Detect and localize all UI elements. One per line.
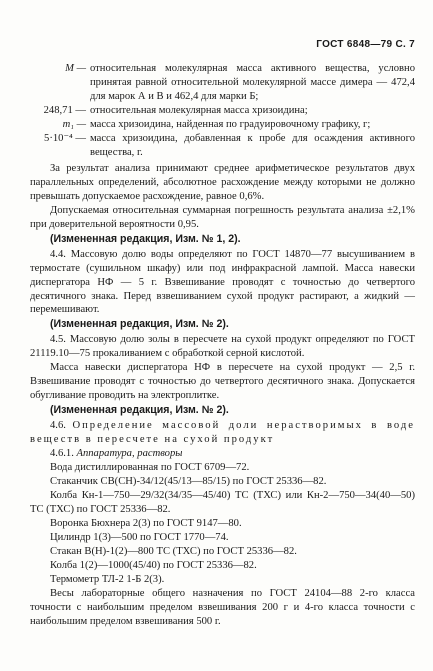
apparatus-item: Вода дистиллированная по ГОСТ 6709—72. <box>50 462 250 474</box>
section-4-6-heading <box>30 419 415 447</box>
amendment-note: (Измененная редакция, Изм. № 1, 2). <box>50 232 241 245</box>
page-header: ГОСТ 6848—79 С. 7 <box>316 39 415 50</box>
paragraph-result: За результат анализа принимают среднее арифметическое результатов двух параллельных определений, абсолютное расхождение между которыми не должно превышать допускаемое расхождение, равное 0,6%. <box>30 162 415 202</box>
definition-item <box>30 104 415 118</box>
definition-item <box>30 118 415 132</box>
definition-symbol: M — <box>65 63 86 74</box>
section-4-6-1-heading <box>30 447 415 461</box>
apparatus-item: Колба 1(2)—1000(45/40) по ГОСТ 25336—82. <box>50 559 257 571</box>
paragraph-scales: Весы лабораторные общего назначения по ГОСТ 24104—88 2-го класса точности с наибольшим пределом взвешивания 200 г и 4-го класса точности с наибольшим пределом взвешивания 500 г. <box>30 587 415 627</box>
subsection-title: Аппаратура, растворы <box>76 448 183 460</box>
definition-text: относительная молекулярная масса хризоидина; <box>90 104 308 116</box>
definition-item <box>30 62 415 104</box>
apparatus-item: Колба Кн-1—750—29/32(34/35—45/40) ТС (ТХС) или Кн-2—750—34(40—50) ТС (ТХС) по ГОСТ 25336—82. <box>30 490 415 516</box>
definitions-list <box>30 62 415 160</box>
definition-item <box>30 132 415 160</box>
paragraph-error: Допускаемая относительная суммарная погрешность результата анализа ±2,1% при доверительной вероятности 0,95. <box>30 204 415 230</box>
subsection-number: 4.6.1. <box>50 448 77 460</box>
apparatus-item: Стакан В(Н)-1(2)—800 ТС (ТХС) по ГОСТ 25336—82. <box>50 545 297 557</box>
definition-symbol: 5·10⁻⁴ — <box>44 132 86 144</box>
apparatus-item: Воронка Бюхнера 2(3) по ГОСТ 9147—80. <box>50 518 242 529</box>
section-title: Определение массовой доли нерастворимых в воде веществ в пересчете на сухой продукт <box>30 420 415 446</box>
definition-text: масса хризоидина, добавленная к пробе для осаждения активного вещества, г. <box>90 132 415 158</box>
paragraph-sample-mass: Масса навески диспергатора НФ в пересчете на сухой продукт — 2,5 г. Взвешивание проводят с точностью до четвертого десятичного знака. Допускается обугливание проводить на электроплитке. <box>30 362 415 402</box>
document-body <box>30 62 415 629</box>
definition-symbol: m₁ — <box>62 118 86 130</box>
section-number: 4.6. <box>50 420 73 432</box>
paragraph-4-4: 4.4. Массовую долю воды определяют по ГОСТ 14870—77 высушиванием в термостате (сушильном шкафу) или под инфракрасной лампой. Масса навески диспергатора НФ — 5 г. Взвешивание проводят с точностью до четвертого десятичного знака. Перед взвешиванием сухой продукт растирают, а жидкий — перемешивают. <box>30 248 415 316</box>
apparatus-item: Стаканчик СВ(СН)-34/12(45/13—85/15) по ГОСТ 25336—82. <box>50 476 327 488</box>
definition-text: масса хризоидина, найденная по градуировочному графику, г; <box>90 118 371 130</box>
apparatus-item: Цилиндр 1(3)—500 по ГОСТ 1770—74. <box>50 531 229 543</box>
definition-text: относительная молекулярная масса активного вещества, условно принятая равной относительной молекулярной массе димера — 472,4 для марок А и В и 462,4 для марки Б; <box>90 63 415 102</box>
paragraph-4-5: 4.5. Массовую долю золы в пересчете на сухой продукт определяют по ГОСТ 21119.10—75 прокаливанием с обработкой серной кислотой. <box>30 334 415 360</box>
amendment-note: (Измененная редакция, Изм. № 2). <box>50 404 229 417</box>
definition-symbol: 248,71 — <box>43 104 86 116</box>
apparatus-item: Термометр ТЛ-2 1-Б 2(3). <box>50 573 165 585</box>
amendment-note: (Измененная редакция, Изм. № 2). <box>50 318 229 331</box>
